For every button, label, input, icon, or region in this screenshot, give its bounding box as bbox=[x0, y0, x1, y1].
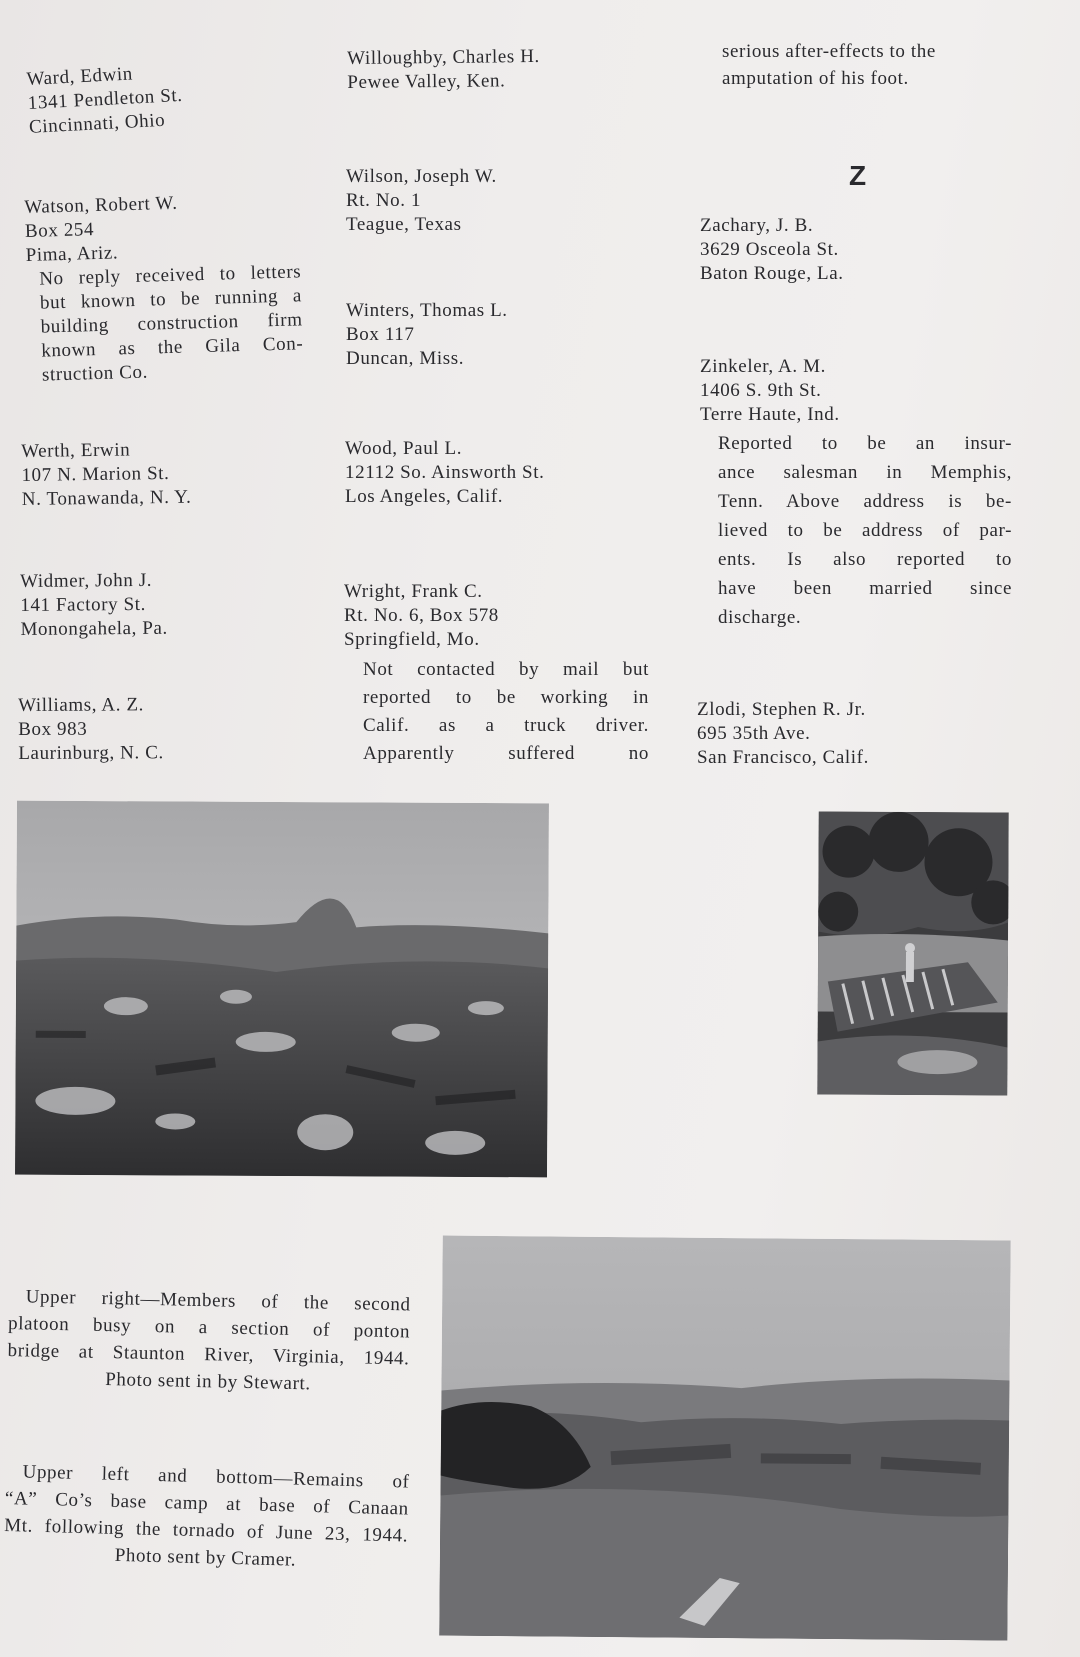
caption-upper-right: Upper right—Members of the second platoon busy on a section of ponton bridge at Staunton River, Virginia, 1944. Photo sent in by Stewart. bbox=[7, 1283, 411, 1399]
entry-city: San Francisco, Calif. bbox=[697, 747, 869, 768]
entry-address: 1406 S. 9th St. bbox=[700, 380, 822, 401]
roster-entry-zachary bbox=[700, 214, 844, 286]
entry-name: Widmer, John J. bbox=[20, 569, 153, 592]
entry-city: Cincinnati, Ohio bbox=[28, 109, 166, 138]
roster-entry-williams bbox=[18, 693, 164, 766]
entry-address: 695 35th Ave. bbox=[697, 723, 811, 744]
entry-name: Winters, Thomas L. bbox=[346, 300, 508, 321]
entry-address: 107 N. Marion St. bbox=[21, 462, 170, 486]
entry-name: Zlodi, Stephen R. Jr. bbox=[697, 699, 866, 720]
entry-name: Wright, Frank C. bbox=[344, 581, 483, 602]
entry-name: Wood, Paul L. bbox=[345, 438, 463, 459]
entry-note: No reply received to letters but known to be running a building construction firm known as the Gila Con- struction Co. bbox=[39, 261, 304, 386]
roster-entry-werth bbox=[21, 438, 192, 512]
entry-address: 141 Factory St. bbox=[20, 593, 147, 616]
roster-entry-widmer bbox=[20, 569, 168, 642]
landscape-image bbox=[439, 1236, 1010, 1641]
entry-city: Monongahela, Pa. bbox=[20, 617, 168, 640]
entry-address: Box 117 bbox=[346, 324, 415, 345]
entry-name: Willoughby, Charles H. bbox=[347, 45, 540, 69]
entry-city: Pima, Ariz. bbox=[25, 242, 119, 266]
entry-note: Not contacted by mail but reported to be working in Calif. as a truck driver. Apparently suffered no bbox=[363, 659, 649, 764]
roster-entry-ward bbox=[26, 60, 184, 140]
entry-name: Zinkeler, A. M. bbox=[700, 356, 826, 377]
bridge-image bbox=[817, 812, 1008, 1096]
entry-address: 1341 Pendleton St. bbox=[27, 84, 184, 114]
photo-upper-right-ponton-bridge bbox=[817, 812, 1008, 1096]
entry-name: Zachary, J. B. bbox=[700, 215, 814, 236]
section-letter: Z bbox=[849, 160, 867, 191]
entry-city: Teague, Texas bbox=[346, 214, 462, 235]
roster-entry-winters bbox=[346, 299, 508, 371]
roster-entry-zlodi bbox=[697, 698, 869, 770]
entry-city: Baton Rouge, La. bbox=[700, 263, 844, 284]
entry-city: Duncan, Miss. bbox=[346, 348, 465, 369]
entry-address: Rt. No. 6, Box 578 bbox=[344, 605, 499, 626]
entry-name: Watson, Robert W. bbox=[24, 192, 178, 218]
roster-entry-willoughby bbox=[347, 45, 540, 95]
continuation-text: serious after-effects to the amputation of his foot. bbox=[722, 41, 936, 89]
entry-city: Laurinburg, N. C. bbox=[18, 742, 164, 764]
entry-city: Terre Haute, Ind. bbox=[700, 404, 840, 425]
entry-city: Los Angeles, Calif. bbox=[345, 486, 504, 507]
entry-address: Box 254 bbox=[24, 219, 95, 242]
entry-city: Pewee Valley, Ken. bbox=[347, 70, 506, 93]
entry-note: Reported to be an insur- ance salesman in Memphis, Tenn. Above address is be- lieved to be address of par- ents. Is also reported to have been married since discharge. bbox=[718, 433, 1012, 628]
entry-name: Ward, Edwin bbox=[26, 63, 134, 90]
photo-upper-left-camp-remains bbox=[15, 801, 549, 1178]
entry-name: Williams, A. Z. bbox=[18, 694, 145, 716]
entry-address: 3629 Osceola St. bbox=[700, 239, 839, 260]
photo-credit: Photo sent in by Stewart. bbox=[105, 1369, 311, 1395]
entry-address: Rt. No. 1 bbox=[346, 190, 422, 211]
entry-name: Wilson, Joseph W. bbox=[346, 166, 497, 187]
debris-field-image bbox=[15, 801, 549, 1178]
entry-city: N. Tonawanda, N. Y. bbox=[21, 486, 192, 510]
entry-city: Springfield, Mo. bbox=[344, 629, 480, 650]
roster-entry-zinkeler bbox=[700, 355, 1012, 632]
roster-entry-wilson bbox=[346, 165, 497, 237]
caption-upper-left-bottom: Upper left and bottom—Remains of “A” Co’s base camp at base of Canaan Mt. following the tornado of June 23, 1944. Photo sent by Cramer. bbox=[3, 1458, 410, 1577]
roster-entry-watson bbox=[24, 188, 304, 388]
photo-bottom-tornado-aftermath bbox=[439, 1236, 1010, 1641]
photo-credit: Photo sent by Cramer. bbox=[114, 1544, 297, 1571]
roster-entry-wood bbox=[345, 437, 544, 509]
entry-name: Werth, Erwin bbox=[21, 439, 131, 462]
roster-entry-wright bbox=[344, 580, 649, 768]
entry-address: 12112 So. Ainsworth St. bbox=[345, 462, 545, 483]
entry-address: Box 983 bbox=[18, 718, 88, 740]
